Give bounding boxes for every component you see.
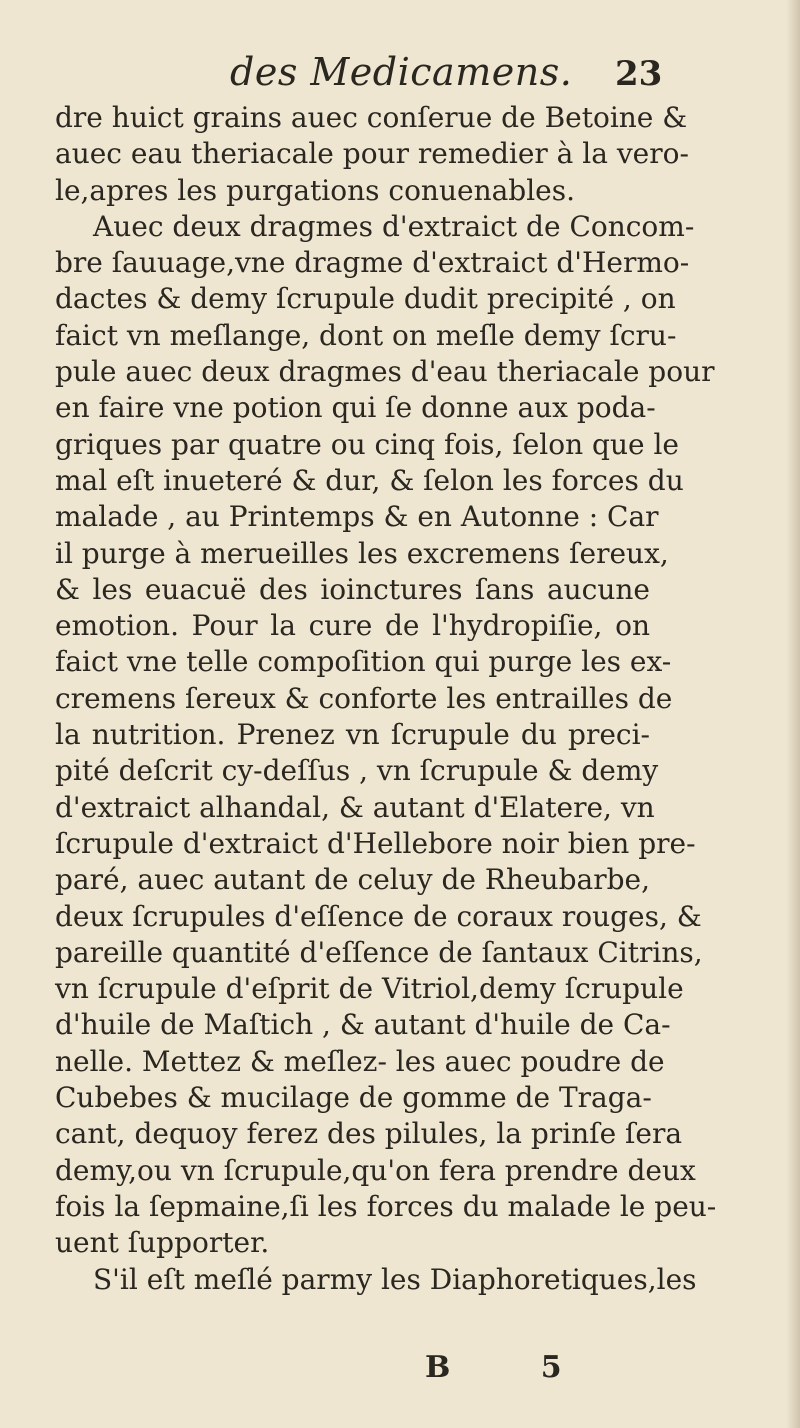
text-line: bre ſauuage,vne dragme d'extraict d'Hermo- <box>55 246 690 280</box>
signature-mark: B 5 <box>425 1350 602 1385</box>
text-line: mal eſt inueteré & dur, & ſelon les forces du <box>55 463 684 497</box>
text-line: pité deſcrit cy-deſſus , vn ſcrupule & demy <box>55 754 659 788</box>
text-line: emotion. Pour la cure de l'hydropiſie, on <box>55 609 650 643</box>
text-line: la nutrition. Prenez vn ſcrupule du preci- <box>55 718 650 752</box>
text-line: auec eau theriacale pour remedier à la vero- <box>55 137 689 171</box>
text-line: Auec deux dragmes d'extraict de Concom- <box>93 209 695 243</box>
text-line: Cubebes & mucilage de gomme de Traga- <box>55 1081 652 1115</box>
text-line: il purge à merueilles les excremens ſereux, <box>55 536 669 570</box>
running-title: des Medicamens. <box>230 50 573 94</box>
text-line: pareille quantité d'eſſence de ſantaux Citrins, <box>55 935 703 969</box>
page-edge-shadow <box>786 0 800 1428</box>
text-line: d'huile de Maſtich , & autant d'huile de Ca- <box>55 1008 671 1042</box>
body-text <box>55 100 717 1298</box>
text-line: nelle. Mettez & meſlez- les auec poudre de <box>55 1044 665 1078</box>
text-line: griques par quatre ou cinq fois, ſelon que le <box>55 427 679 461</box>
text-line: dactes & demy ſcrupule dudit precipité , on <box>55 282 676 316</box>
text-line: cremens ſereux & conforte les entrailles de <box>55 681 673 715</box>
page-header <box>55 50 663 100</box>
text-line: S'il eſt meſlé parmy les Diaphoretiques,les <box>93 1262 697 1296</box>
text-line: paré, auec autant de celuy de Rheubarbe, <box>55 863 650 897</box>
text-line: & les euacuë des ioinctures ſans aucune <box>55 572 650 606</box>
text-line: ſcrupule d'extraict d'Hellebore noir bien pre- <box>55 826 696 860</box>
text-line: cant, dequoy ferez des pilules, la prinſe ſera <box>55 1117 683 1151</box>
text-line: faict vn meſlange, dont on meſle demy ſcru- <box>55 318 677 352</box>
text-line: dre huict grains auec conſerue de Betoine & <box>55 101 688 134</box>
text-line: pule auec deux dragmes d'eau theriacale pour <box>55 355 715 389</box>
text-line: vn ſcrupule d'eſprit de Vitriol,demy ſcrupule <box>55 972 684 1006</box>
text-line: deux ſcrupules d'eſſence de coraux rouges, & <box>55 899 702 933</box>
text-line: uent ſupporter. <box>55 1226 270 1260</box>
text-line: le,apres les purgations conuenables. <box>55 173 576 207</box>
text-line: faict vne telle compoſition qui purge les ex- <box>55 645 672 679</box>
page-number: 23 <box>615 54 663 94</box>
text-line: malade , au Printemps & en Autonne : Car <box>55 500 659 534</box>
text-line: en faire vne potion qui ſe donne aux poda- <box>55 391 656 425</box>
text-line: d'extraict alhandal, & autant d'Elatere, vn <box>55 790 655 824</box>
text-line: fois la ſepmaine,ſi les forces du malade le peu- <box>55 1189 717 1223</box>
text-line: demy,ou vn ſcrupule,qu'on fera prendre deux <box>55 1153 696 1187</box>
